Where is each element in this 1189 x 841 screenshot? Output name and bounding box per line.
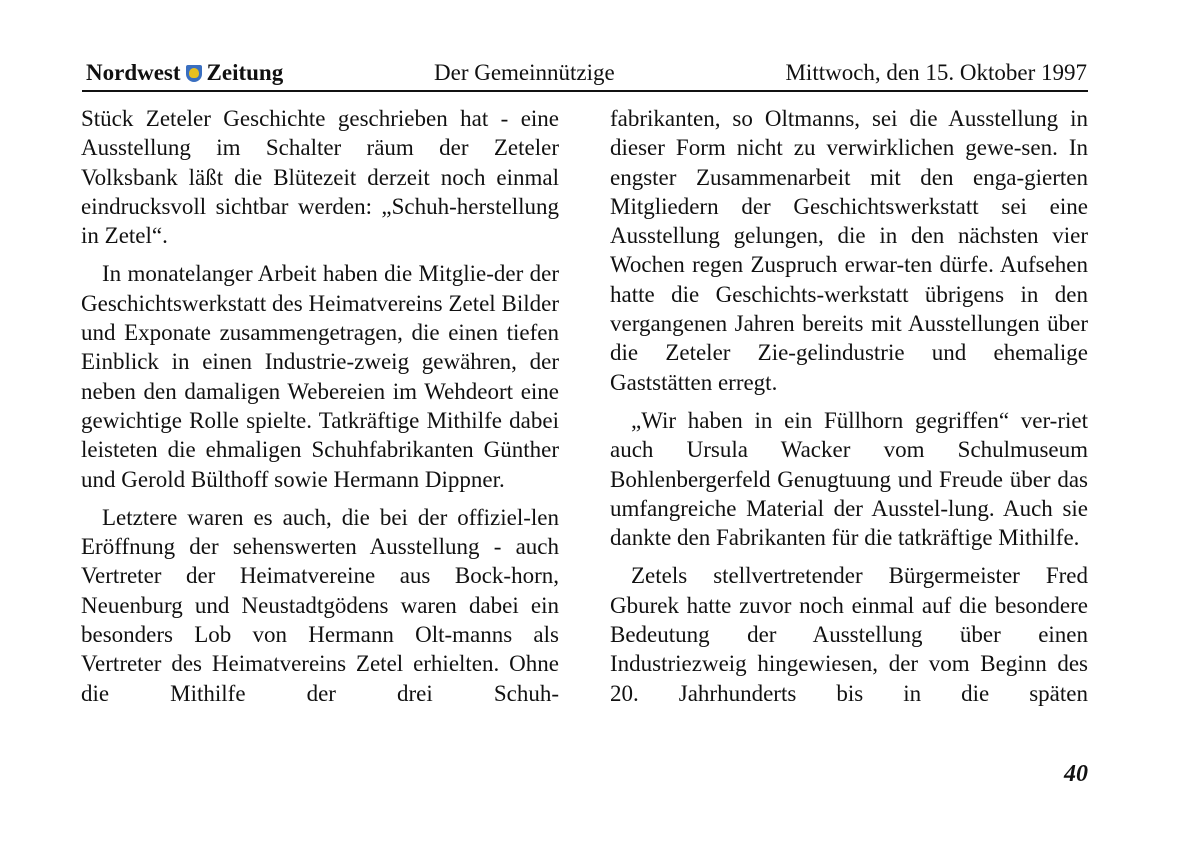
section-title: Der Gemeinnützige bbox=[434, 60, 615, 85]
paragraph: Letztere waren es auch, die bei der offiziel-len Eröffnung der sehenswerten Ausstellung - auch Vertreter der Heimatvereine aus Bock-horn, Neuenburg und Neustadtgödens waren dabei ein besonders Lob von Hermann Olt-manns als Vertreter des Heimatvereins Zetel erhielten. Ohne die Mithilfe der drei Schuh- bbox=[81, 504, 559, 706]
page-number: 40 bbox=[1064, 761, 1088, 787]
paragraph: Stück Zeteler Geschichte geschrieben hat - eine Ausstellung im Schalter räum der Zeteler Volksbank läßt die Blütezeit derzeit noch einmal eindrucksvoll sichtbar werden: „Schuh-herstellung in Zetel“. bbox=[81, 106, 559, 249]
text-column-right bbox=[610, 104, 1088, 717]
issue-date: Mittwoch, den 15. Oktober 1997 bbox=[785, 60, 1087, 85]
coat-of-arms-icon bbox=[186, 65, 202, 82]
newspaper-name-part1: Nordwest bbox=[86, 60, 181, 85]
header-rule bbox=[82, 90, 1088, 92]
paragraph: In monatelanger Arbeit haben die Mitglie-der der Geschichtswerkstatt des Heimatvereins Zetel Bilder und Exponate zusammengetragen, die einen tiefen Einblick in einen Industrie-zweig gewähren, der neben den damaligen Webereien im Wehdeort eine gewichtige Rolle spielte. Tatkräftige Mithilfe dabei leisteten die ehmaligen Schuhfabrikanten Günther und Gerold Bülthoff sowie Hermann Dippner. bbox=[81, 261, 559, 492]
page-header bbox=[82, 58, 1087, 88]
paragraph: „Wir haben in ein Füllhorn gegriffen“ ver-riet auch Ursula Wacker vom Schulmuseum Bohlenbergerfeld Genugtuung und Freude über das umfangreiche Material der Ausstel-lung. Auch sie dankte den Fabrikanten für die tatkräftige Mithilfe. bbox=[610, 407, 1088, 551]
paragraph: fabrikanten, so Oltmanns, sei die Ausstellung in dieser Form nicht zu verwirklichen gewe-sen. In engster Zusammenarbeit mit den enga-gierten Mitgliedern der Geschichtswerkstatt sei eine Ausstellung gelungen, die in den nächsten vier Wochen regen Zuspruch erwar-ten dürfe. Aufsehen hatte die Geschichts-werkstatt übrigens in den vergangenen Jahren bereits mit Ausstellungen über die Zeteler Zie-gelindustrie und ehemalige Gaststätten erregt. bbox=[610, 106, 1088, 395]
paragraph: Zetels stellvertretender Bürgermeister Fred Gburek hatte zuvor noch einmal auf die besondere Bedeutung der Ausstellung über einen Industriezweig hingewiesen, der vom Beginn des 20. Jahrhunderts bis in die späten bbox=[610, 563, 1088, 706]
text-column-left bbox=[81, 104, 559, 717]
newspaper-name bbox=[86, 58, 283, 88]
newspaper-name-part2: Zeitung bbox=[206, 60, 284, 85]
